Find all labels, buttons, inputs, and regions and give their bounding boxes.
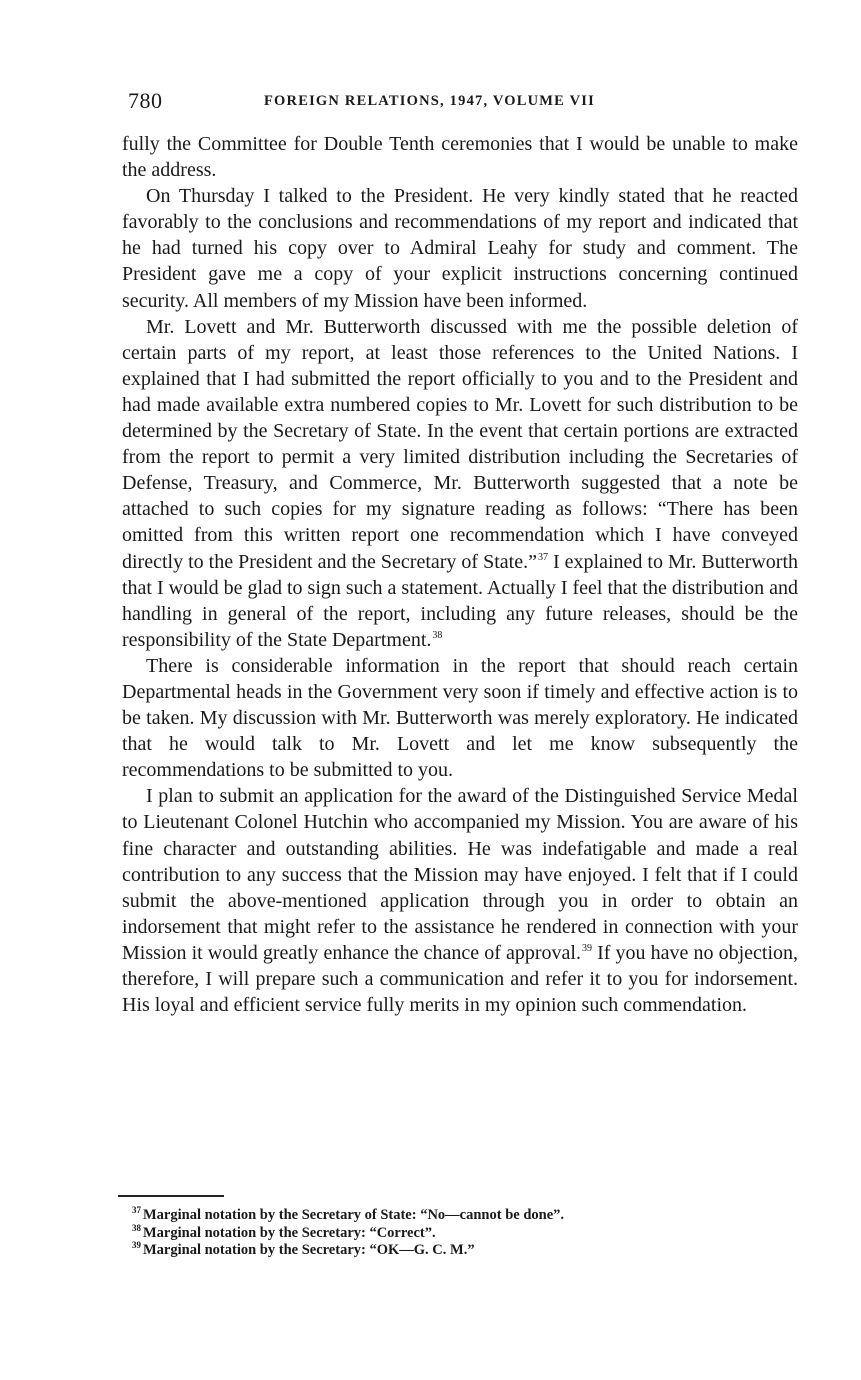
footnote-ref-38: 38 [432,629,443,641]
footnotes [132,1207,792,1260]
footnote-37 [132,1207,792,1225]
paragraph-4 [122,653,798,783]
paragraph-text: I explained to Mr. Butterworth that I would be glad to sign such a statement. Actually I feel that the distribution and handling in general of the report, including any future releases, should be the responsibility of the State Department. [122,550,799,651]
footnote-divider [118,1195,224,1197]
paragraph-text: Mr. Lovett and Mr. Butterworth discussed with me the possible deletion of certain parts of my report, at least those references to the United Nations. I explained that I had submitted the report officially to you and to the President and had made available extra numbered copies to Mr. Lovett for such distribution to be determined by the Secretary of State. In the event that certain portions are extracted from the report to permit a very limited distribution including the Secretaries of Defense, Treasury, and Commerce, Mr. Butterworth suggested that a note be attached to such copies for my signature reading as follows: “There has been omitted from this written report one recommendation which I have conveyed directly to the President and the Secretary of State.” [122,315,798,573]
paragraph-text: On Thursday I talked to the President. He very kindly stated that he reacted favorably to the conclusions and recommendations of my report and indicated that he had turned his copy over to Admiral Leahy for study and comment. The President gave me a copy of your explicit instructions concerning continued security. All members of my Mission have been informed. [122,185,798,312]
page-number: 780 [128,88,163,113]
body-text [122,131,798,1018]
running-head: FOREIGN RELATIONS, 1947, VOLUME VII [264,93,595,109]
footnote-ref-37: 37 [537,551,548,563]
footnote-text: Marginal notation by the Secretary of State: “No—cannot be done”. [143,1207,565,1223]
footnote-number: 38 [132,1222,141,1233]
footnote-number: 39 [132,1240,141,1250]
paragraph-text: I plan to submit an application for the award of the Distinguished Service Medal to Lieutenant Colonel Hutchin who accompanied my Mission. You are aware of his fine character and outstanding abilities. He was indefatigable and made a real contribution to any success that the Mission may have enjoyed. I felt that if I could submit the above-mentioned application through you in order to obtain an indorsement that might refer to the assistance he rendered in connection with your Mission it would greatly enhance the chance of approval. [122,785,798,964]
page-header [128,88,798,118]
paragraph-2 [122,183,798,313]
footnote-39 [132,1242,792,1260]
paragraph-1 [122,131,798,183]
paragraph-3 [122,314,798,653]
footnote-text: Marginal notation by the Secretary: “OK—G. C. M.” [143,1242,475,1258]
paragraph-text: If you have no objection, therefore, I will prepare such a communication and refer it to you for indorsement. His loyal and efficient service fully merits in my opinion such commendation. [122,941,799,1017]
footnote-ref-39: 39 [582,942,592,954]
paragraph-5 [122,783,798,1018]
paragraph-text: fully the Committee for Double Tenth ceremonies that I would be unable to make the address. [122,133,798,182]
footnote-text: Marginal notation by the Secretary: “Correct”. [143,1224,436,1241]
paragraph-text: There is considerable information in the report that should reach certain Departmental heads in the Government very soon if timely and effective action is to be taken. My discussion with Mr. Butterworth was merely exploratory. He indicated that he would talk to Mr. Lovett and let me know subsequently the recommendations to be submitted to you. [122,654,798,782]
footnote-38 [132,1222,792,1243]
footnote-number: 37 [132,1205,141,1215]
